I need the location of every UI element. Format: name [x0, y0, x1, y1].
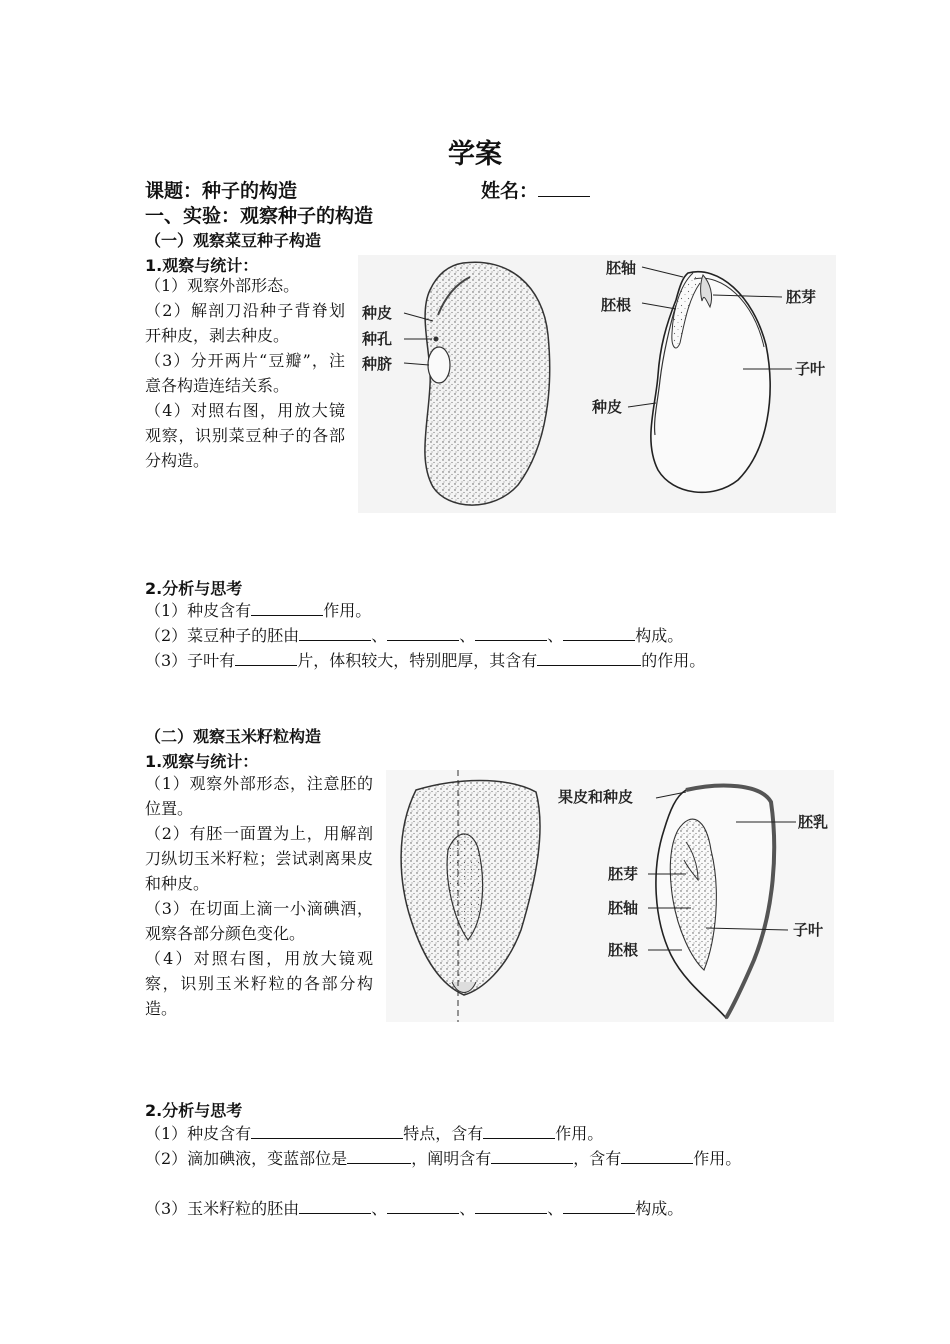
answer-blank[interactable] [483, 1120, 555, 1139]
label-seed-coat: 种皮 [362, 304, 393, 322]
part2-q2 [145, 1145, 741, 1172]
part1-steps [145, 273, 345, 473]
q-text: 片，体积较大，特别肥厚，其含有 [297, 651, 538, 670]
part1-step: （4）对照右图，用放大镜观察，识别菜豆种子的各部分构造。 [145, 401, 345, 470]
part1-analysis-heading: 2.分析与思考 [145, 579, 243, 598]
part1-q1 [145, 597, 371, 624]
label-hypocotyl: 胚轴 [606, 259, 637, 277]
q-text: （3）玉米籽粒的胚由 [145, 1199, 300, 1218]
label-cotyledon: 子叶 [795, 360, 826, 378]
answer-blank[interactable] [299, 1195, 371, 1214]
part1-q2 [145, 622, 683, 649]
label-hilum: 种脐 [362, 355, 393, 373]
part2-analysis-heading: 2.分析与思考 [145, 1101, 243, 1120]
label-cotyledon: 子叶 [793, 921, 824, 939]
name-field [481, 176, 590, 203]
part1-step: （3）分开两片“豆瓣”，注意各构造连结关系。 [145, 351, 345, 395]
q-text: 的作用。 [641, 651, 706, 670]
answer-blank[interactable] [537, 647, 641, 666]
part1-observe-heading: 1.观察与统计： [145, 256, 259, 275]
q-text: ，含有 [573, 1149, 622, 1168]
label-radicle: 胚根 [601, 296, 632, 314]
answer-blank[interactable] [475, 1195, 547, 1214]
label-plumule: 胚芽 [608, 865, 639, 883]
name-label: 姓名： [481, 180, 539, 202]
part1-heading: （一）观察菜豆种子构造 [145, 231, 322, 250]
q-text: 作用。 [693, 1149, 742, 1168]
q-text: ，阐明含有 [411, 1149, 492, 1168]
answer-blank[interactable] [251, 597, 323, 616]
part1-step: （2）解剖刀沿种子背脊划开种皮，剥去种皮。 [145, 301, 345, 345]
q-sep: 、 [459, 1199, 476, 1218]
part2-step: （1）观察外部形态，注意胚的位置。 [145, 774, 373, 818]
part2-q3 [145, 1195, 683, 1222]
q-text: （2）滴加碘液，变蓝部位是 [145, 1149, 348, 1168]
answer-blank[interactable] [563, 622, 635, 641]
answer-blank[interactable] [621, 1145, 693, 1164]
part2-observe-heading: 1.观察与统计： [145, 752, 259, 771]
q-sep: 、 [371, 1199, 388, 1218]
part2-step: （3）在切面上滴一小滴碘酒，观察各部分颜色变化。 [145, 899, 373, 943]
label-endosperm: 胚乳 [798, 813, 829, 831]
bean-seed-figure [358, 255, 836, 513]
part2-heading: （二）观察玉米籽粒构造 [145, 727, 322, 746]
answer-blank[interactable] [475, 622, 547, 641]
hilum-shape [428, 347, 450, 383]
q-text: 作用。 [555, 1124, 604, 1143]
label-plumule: 胚芽 [786, 288, 817, 306]
answer-blank[interactable] [387, 622, 459, 641]
part1-q3 [145, 647, 705, 674]
part2-step: （2）有胚一面置为上，用解剖刀纵切玉米籽粒；尝试剥离果皮和种皮。 [145, 824, 373, 893]
answer-blank[interactable] [563, 1195, 635, 1214]
part1-step: （1）观察外部形态。 [145, 276, 300, 295]
q-sep: 、 [547, 1199, 564, 1218]
answer-blank[interactable] [491, 1145, 573, 1164]
answer-blank[interactable] [347, 1145, 411, 1164]
label-pericarp-seed-coat: 果皮和种皮 [558, 788, 634, 806]
answer-blank[interactable] [387, 1195, 459, 1214]
q-text: 构成。 [635, 626, 684, 645]
q-sep: 、 [547, 626, 564, 645]
section-heading: 一、实验：观察种子的构造 [145, 205, 374, 227]
q-sep: 、 [371, 626, 388, 645]
page-title: 学案 [448, 139, 502, 170]
part2-steps [145, 771, 373, 1021]
part2-q1 [145, 1120, 603, 1147]
answer-blank[interactable] [251, 1120, 403, 1139]
q-text: 特点，含有 [403, 1124, 484, 1143]
q-text: （3）子叶有 [145, 651, 236, 670]
q-text: （1）种皮含有 [145, 1124, 252, 1143]
label-hypocotyl: 胚轴 [608, 899, 639, 917]
part2-step: （4）对照右图，用放大镜观察，识别玉米籽粒的各部分构造。 [145, 949, 373, 1018]
q-text: （1）种皮含有 [145, 601, 252, 620]
label-radicle: 胚根 [608, 941, 639, 959]
answer-blank[interactable] [299, 622, 371, 641]
q-sep: 、 [459, 626, 476, 645]
corn-kernel-figure [386, 770, 834, 1022]
q-text: 构成。 [635, 1199, 684, 1218]
label-seed-coat-2: 种皮 [592, 398, 623, 416]
q-text: （2）菜豆种子的胚由 [145, 626, 300, 645]
name-blank[interactable] [538, 178, 590, 197]
label-micropyle: 种孔 [362, 330, 393, 348]
answer-blank[interactable] [235, 647, 297, 666]
q-text: 作用。 [323, 601, 372, 620]
topic-label: 课题：种子的构造 [145, 180, 298, 202]
